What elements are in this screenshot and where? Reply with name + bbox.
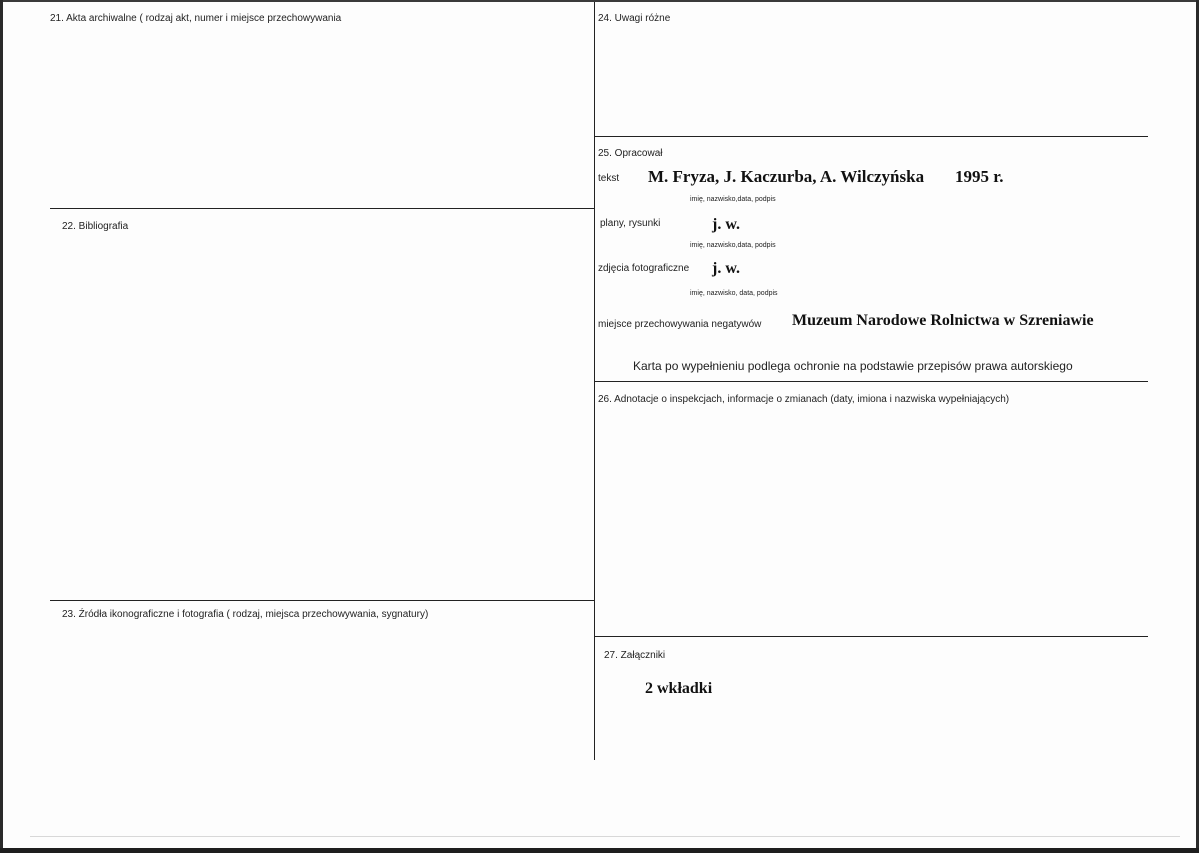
tekst-hint: imię, nazwisko,data, podpis	[690, 196, 776, 203]
rule-26-27	[594, 636, 1148, 637]
copyright-note: Karta po wypełnieniu podlega ochronie na podstawie przepisów prawa autorskiego	[633, 359, 1073, 373]
section-27-label: 27. Załączniki	[604, 650, 666, 661]
rule-22-23	[50, 600, 594, 601]
negatywy-value: Muzeum Narodowe Rolnictwa w Szreniawie	[792, 312, 1094, 329]
negatywy-label: miejsce przechowywania negatywów	[598, 319, 762, 330]
section-24-label: 24. Uwagi różne	[598, 13, 671, 24]
zdjecia-value: j. w.	[712, 260, 740, 277]
plany-label: plany, rysunki	[600, 218, 661, 229]
rule-25-26	[594, 381, 1148, 382]
section-21-label: 21. Akta archiwalne ( rodzaj akt, numer i miejsce przechowywania	[50, 13, 342, 24]
section-26-label: 26. Adnotacje o inspekcjach, informacje o zmianach (daty, imiona i nazwiska wypełniających)	[598, 394, 1010, 405]
scan-faint-line	[30, 836, 1180, 837]
scan-edge-left	[0, 0, 3, 853]
scan-edge-top	[0, 0, 1199, 2]
plany-hint: imię, nazwisko,data, podpis	[690, 242, 776, 249]
section-23-label: 23. Źródła ikonograficzne i fotografia ( rodzaj, miejsca przechowywania, sygnatury)	[62, 609, 429, 620]
zdjecia-hint: imię, nazwisko, data, podpis	[690, 290, 778, 297]
rule-24-25	[594, 136, 1148, 137]
section-25-label: 25. Opracował	[598, 148, 663, 159]
zalaczniki-value: 2 wkładki	[645, 680, 713, 697]
tekst-year: 1995 r.	[955, 167, 1004, 186]
zdjecia-label: zdjęcia fotograficzne	[598, 263, 690, 274]
rule-21-22	[50, 208, 594, 209]
plany-value: j. w.	[712, 216, 740, 233]
tekst-value: M. Fryza, J. Kaczurba, A. Wilczyńska	[648, 167, 925, 186]
scan-edge-bottom	[0, 848, 1199, 853]
section-22-label: 22. Bibliografia	[62, 221, 129, 232]
tekst-label: tekst	[598, 173, 620, 184]
